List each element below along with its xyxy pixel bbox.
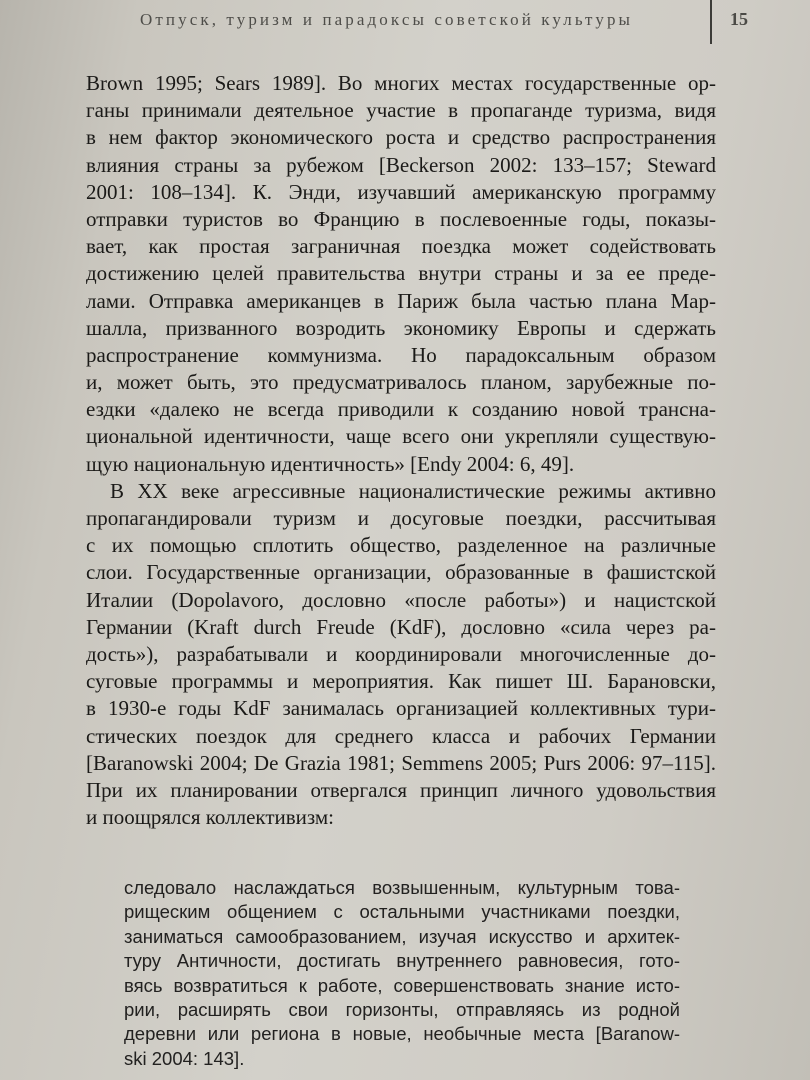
body-line: дость»), разрабатывали и координировали многочисленные до-	[86, 641, 716, 666]
body-text	[86, 70, 716, 831]
body-line: циональной идентичности, чаще всего они укрепляли существую-	[86, 424, 716, 449]
header-divider	[710, 0, 712, 44]
body-line: распространение коммунизма. Но парадоксальным образом	[86, 342, 716, 367]
body-line: и поощрялся коллективизм:	[86, 805, 335, 830]
body-line: слои. Государственные организации, образованные в фашистской	[86, 560, 716, 585]
quote-line: следовало наслаждаться возвышенным, культурным това-	[124, 877, 680, 898]
quote-line: заниматься самообразованием, изучая искусство и архитек-	[124, 925, 680, 947]
page-number: 15	[730, 9, 748, 29]
body-line: При их планировании отвергался принцип личного удовольствия	[86, 777, 716, 802]
body-line: лами. Отправка американцев в Париж была частью плана Мар-	[86, 288, 716, 313]
quote-line: ski 2004: 143].	[124, 1047, 245, 1069]
body-line: в нем фактор экономического роста и средство распространения	[86, 125, 716, 150]
running-head: Отпуск, туризм и парадоксы советской культуры	[140, 10, 634, 29]
body-line: влияния страны за рубежом [Beckerson 2002: 133–157; Steward	[86, 152, 716, 177]
body-line: [Baranowski 2004; De Grazia 1981; Semmens 2005; Purs 2006: 97–115].	[86, 750, 716, 775]
body-line: В XX веке агрессивные националистические режимы активно	[110, 478, 716, 503]
body-line: стических поездок для среднего класса и рабочих Германии	[86, 723, 716, 748]
body-line: щую национальную идентичность» [Endy 2004: 6, 49].	[86, 451, 575, 476]
body-line: отправки туристов во Францию в послевоенные годы, показы-	[86, 206, 716, 231]
body-line: ганы принимали деятельное участие в пропаганде туризма, видя	[86, 98, 716, 123]
body-line: Италии (Dopolavoro, дословно «после работы») и нацистской	[86, 587, 716, 612]
quote-line: рии, расширять свои горизонты, отправляясь из родной	[124, 998, 680, 1020]
body-line: суговые программы и мероприятия. Как пишет Ш. Барановски,	[86, 669, 716, 694]
body-line: 2001: 108–134]. К. Энди, изучавший американскую программу	[86, 179, 716, 204]
quote-line: туру Античности, достигать внутреннего равновесия, гото-	[124, 950, 680, 972]
quote-line: рищеским общением с остальными участниками поездки,	[124, 901, 680, 923]
body-line: в 1930-е годы KdF занималась организацией коллективных тури-	[86, 696, 716, 721]
body-line: шалла, призванного возродить экономику Европы и сдержать	[86, 315, 716, 340]
body-line: Brown 1995; Sears 1989]. Во многих местах государственные ор-	[86, 71, 716, 95]
body-line: и, может быть, это предусматривалось планом, зарубежные по-	[86, 370, 716, 395]
body-line: вает, как простая заграничная поездка может содействовать	[86, 234, 716, 259]
block-quote	[124, 876, 680, 1071]
body-line: пропагандировали туризм и досуговые поездки, рассчитывая	[86, 506, 716, 530]
body-line: с их помощью сплотить общество, разделенное на различные	[86, 533, 716, 558]
body-line: ездки «далеко не всегда приводили к созданию новой трансна-	[86, 397, 716, 422]
body-line: достижению целей правительства внутри страны и за ее преде-	[86, 261, 716, 286]
quote-line: вясь возвратиться к работе, совершенствовать знание исто-	[124, 974, 680, 996]
body-line: Германии (Kraft durch Freude (KdF), дословно «сила через ра-	[86, 614, 716, 639]
quote-line: деревни или региона в новые, необычные места [Baranow-	[124, 1023, 680, 1045]
